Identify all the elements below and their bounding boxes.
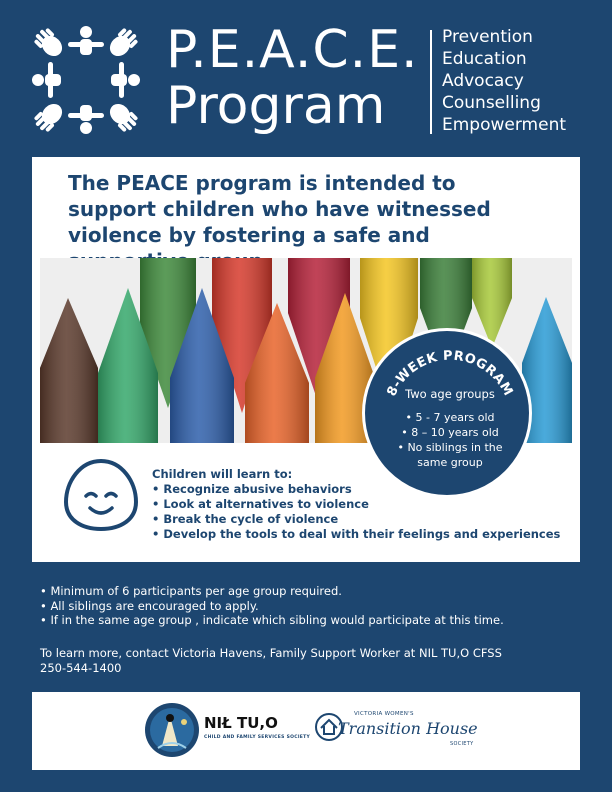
pillar-item: Empowerment [442,115,567,135]
requirement-item: • If in the same age group , indicate which sibling would participate at this time. [40,613,504,627]
frame-right [580,157,612,792]
contact-block [40,646,580,675]
contact-line: To learn more, contact Victoria Havens, Family Support Worker at NIL TU,O CFSS [40,646,502,660]
pillar-item: Prevention [442,27,533,47]
pillar-item: Education [442,49,527,69]
badge-body [365,387,535,470]
badge-item: same group [417,456,483,469]
frame-bottom [32,770,580,792]
pillar-item: Counselling [442,93,541,113]
nil-tuo-name: NIŁ TU,O [204,714,278,732]
nil-tuo-subtitle: CHILD AND FAMILY SERVICES SOCIETY [204,735,311,740]
frame-left [0,157,32,792]
title-divider [430,30,432,134]
requirements-list [40,584,504,628]
learn-section [152,467,562,542]
badge-arc-text: 8-WEEK PROGRAM [384,348,516,399]
footer-logos [32,692,580,770]
title-line-1: P.E.A.C.E. [166,20,419,80]
learn-item: • Recognize abusive behaviors [152,482,352,496]
transition-house-top: VICTORIA WOMEN'S [354,711,414,717]
learn-heading: Children will learn to: [152,467,293,481]
badge-item: • No siblings in the [397,441,503,454]
smiling-face-icon [62,456,140,534]
transition-house-name: Transition House [338,719,478,738]
learn-item: • Break the cycle of violence [152,512,339,526]
learn-item: • Develop the tools to deal with their feelings and experiences [152,527,561,541]
info-band [0,562,612,692]
program-title [166,22,419,134]
hands-circle-logo-icon [28,22,144,138]
learn-item: • Look at alternatives to violence [152,497,369,511]
requirement-item: • All siblings are encouraged to apply. [40,598,259,613]
pillar-item: Advocacy [442,71,524,91]
transition-house-sub: SOCIETY [450,741,474,747]
age-groups-label: Two age groups [405,387,495,401]
title-line-2: Program [166,76,386,136]
header-banner [0,0,612,157]
intro-text: The PEACE program is intended to support children who have witnessed violence by fostering a safe and [68,171,491,247]
badge-item: • 8 – 10 years old [401,426,499,439]
nil-tuo-logo-icon [144,702,200,758]
requirement-item: • Minimum of 6 participants per age group required. [40,584,342,598]
contact-phone[interactable]: 250-544-1400 [40,660,122,675]
pillars-list [442,26,566,136]
badge-item: • 5 - 7 years old [405,411,495,424]
